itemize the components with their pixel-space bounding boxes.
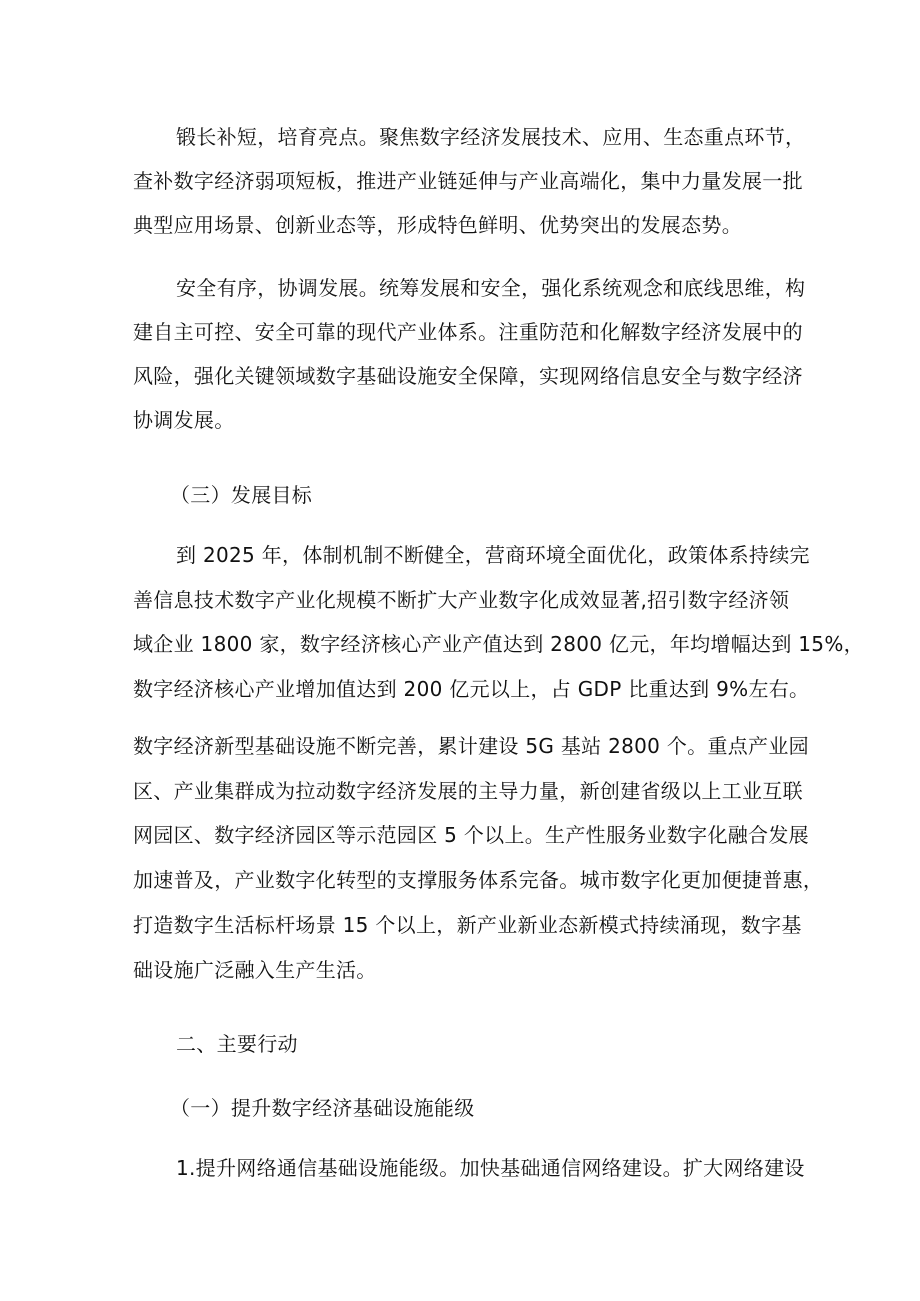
section-heading: （三）发展目标 (170, 483, 313, 507)
text-line: 域企业 1800 家，数字经济核心产业产值达到 2800 亿元，年均增幅达到 15%， (133, 632, 864, 656)
text-line: 建自主可控、安全可靠的现代产业体系。注重防范和化解数字经济发展中的 (133, 320, 803, 344)
text-line: 锻长补短，培育亮点。聚焦数字经济发展技术、应用、生态重点环节， (176, 125, 806, 149)
text-line: 到 2025 年，体制机制不断健全，营商环境全面优化，政策体系持续完 (176, 543, 810, 567)
text-line: 数字经济新型基础设施不断完善，累计建设 5G 基站 2800 个。重点产业园 (133, 734, 809, 758)
text-line: 打造数字生活标杆场景 15 个以上，新产业新业态新模式持续涌现，数字基 (133, 913, 802, 937)
text-line: 数字经济核心产业增加值达到 200 亿元以上，占 GDP 比重达到 9%左右。 (133, 677, 810, 701)
subsection-heading: （一）提升数字经济基础设施能级 (170, 1096, 475, 1120)
text-line: 安全有序，协调发展。统筹发展和安全，强化系统观念和底线思维，构 (176, 276, 806, 300)
text-line: 础设施广泛融入生产生活。 (133, 958, 377, 982)
text-line: 加速普及，产业数字化转型的支撑服务体系完备。城市数字化更加便捷普惠， (133, 868, 824, 892)
text-line: 网园区、数字经济园区等示范园区 5 个以上。生产性服务业数字化融合发展 (133, 823, 809, 847)
section-heading: 二、主要行动 (176, 1032, 298, 1056)
text-line: 1.提升网络通信基础设施能级。加快基础通信网络建设。扩大网络建设 (176, 1156, 805, 1180)
text-line: 善信息技术数字产业化规模不断扩大产业数字化成效显著,招引数字经济领 (133, 588, 790, 612)
text-line: 区、产业集群成为拉动数字经济发展的主导力量，新创建省级以上工业互联 (133, 779, 803, 803)
text-line: 协调发展。 (133, 408, 235, 432)
text-line: 查补数字经济弱项短板，推进产业链延伸与产业高端化，集中力量发展一批 (133, 169, 803, 193)
text-line: 风险，强化关键领域数字基础设施安全保障，实现网络信息安全与数字经济 (133, 364, 803, 388)
text-line: 典型应用场景、创新业态等，形成特色鲜明、优势突出的发展态势。 (133, 213, 742, 237)
